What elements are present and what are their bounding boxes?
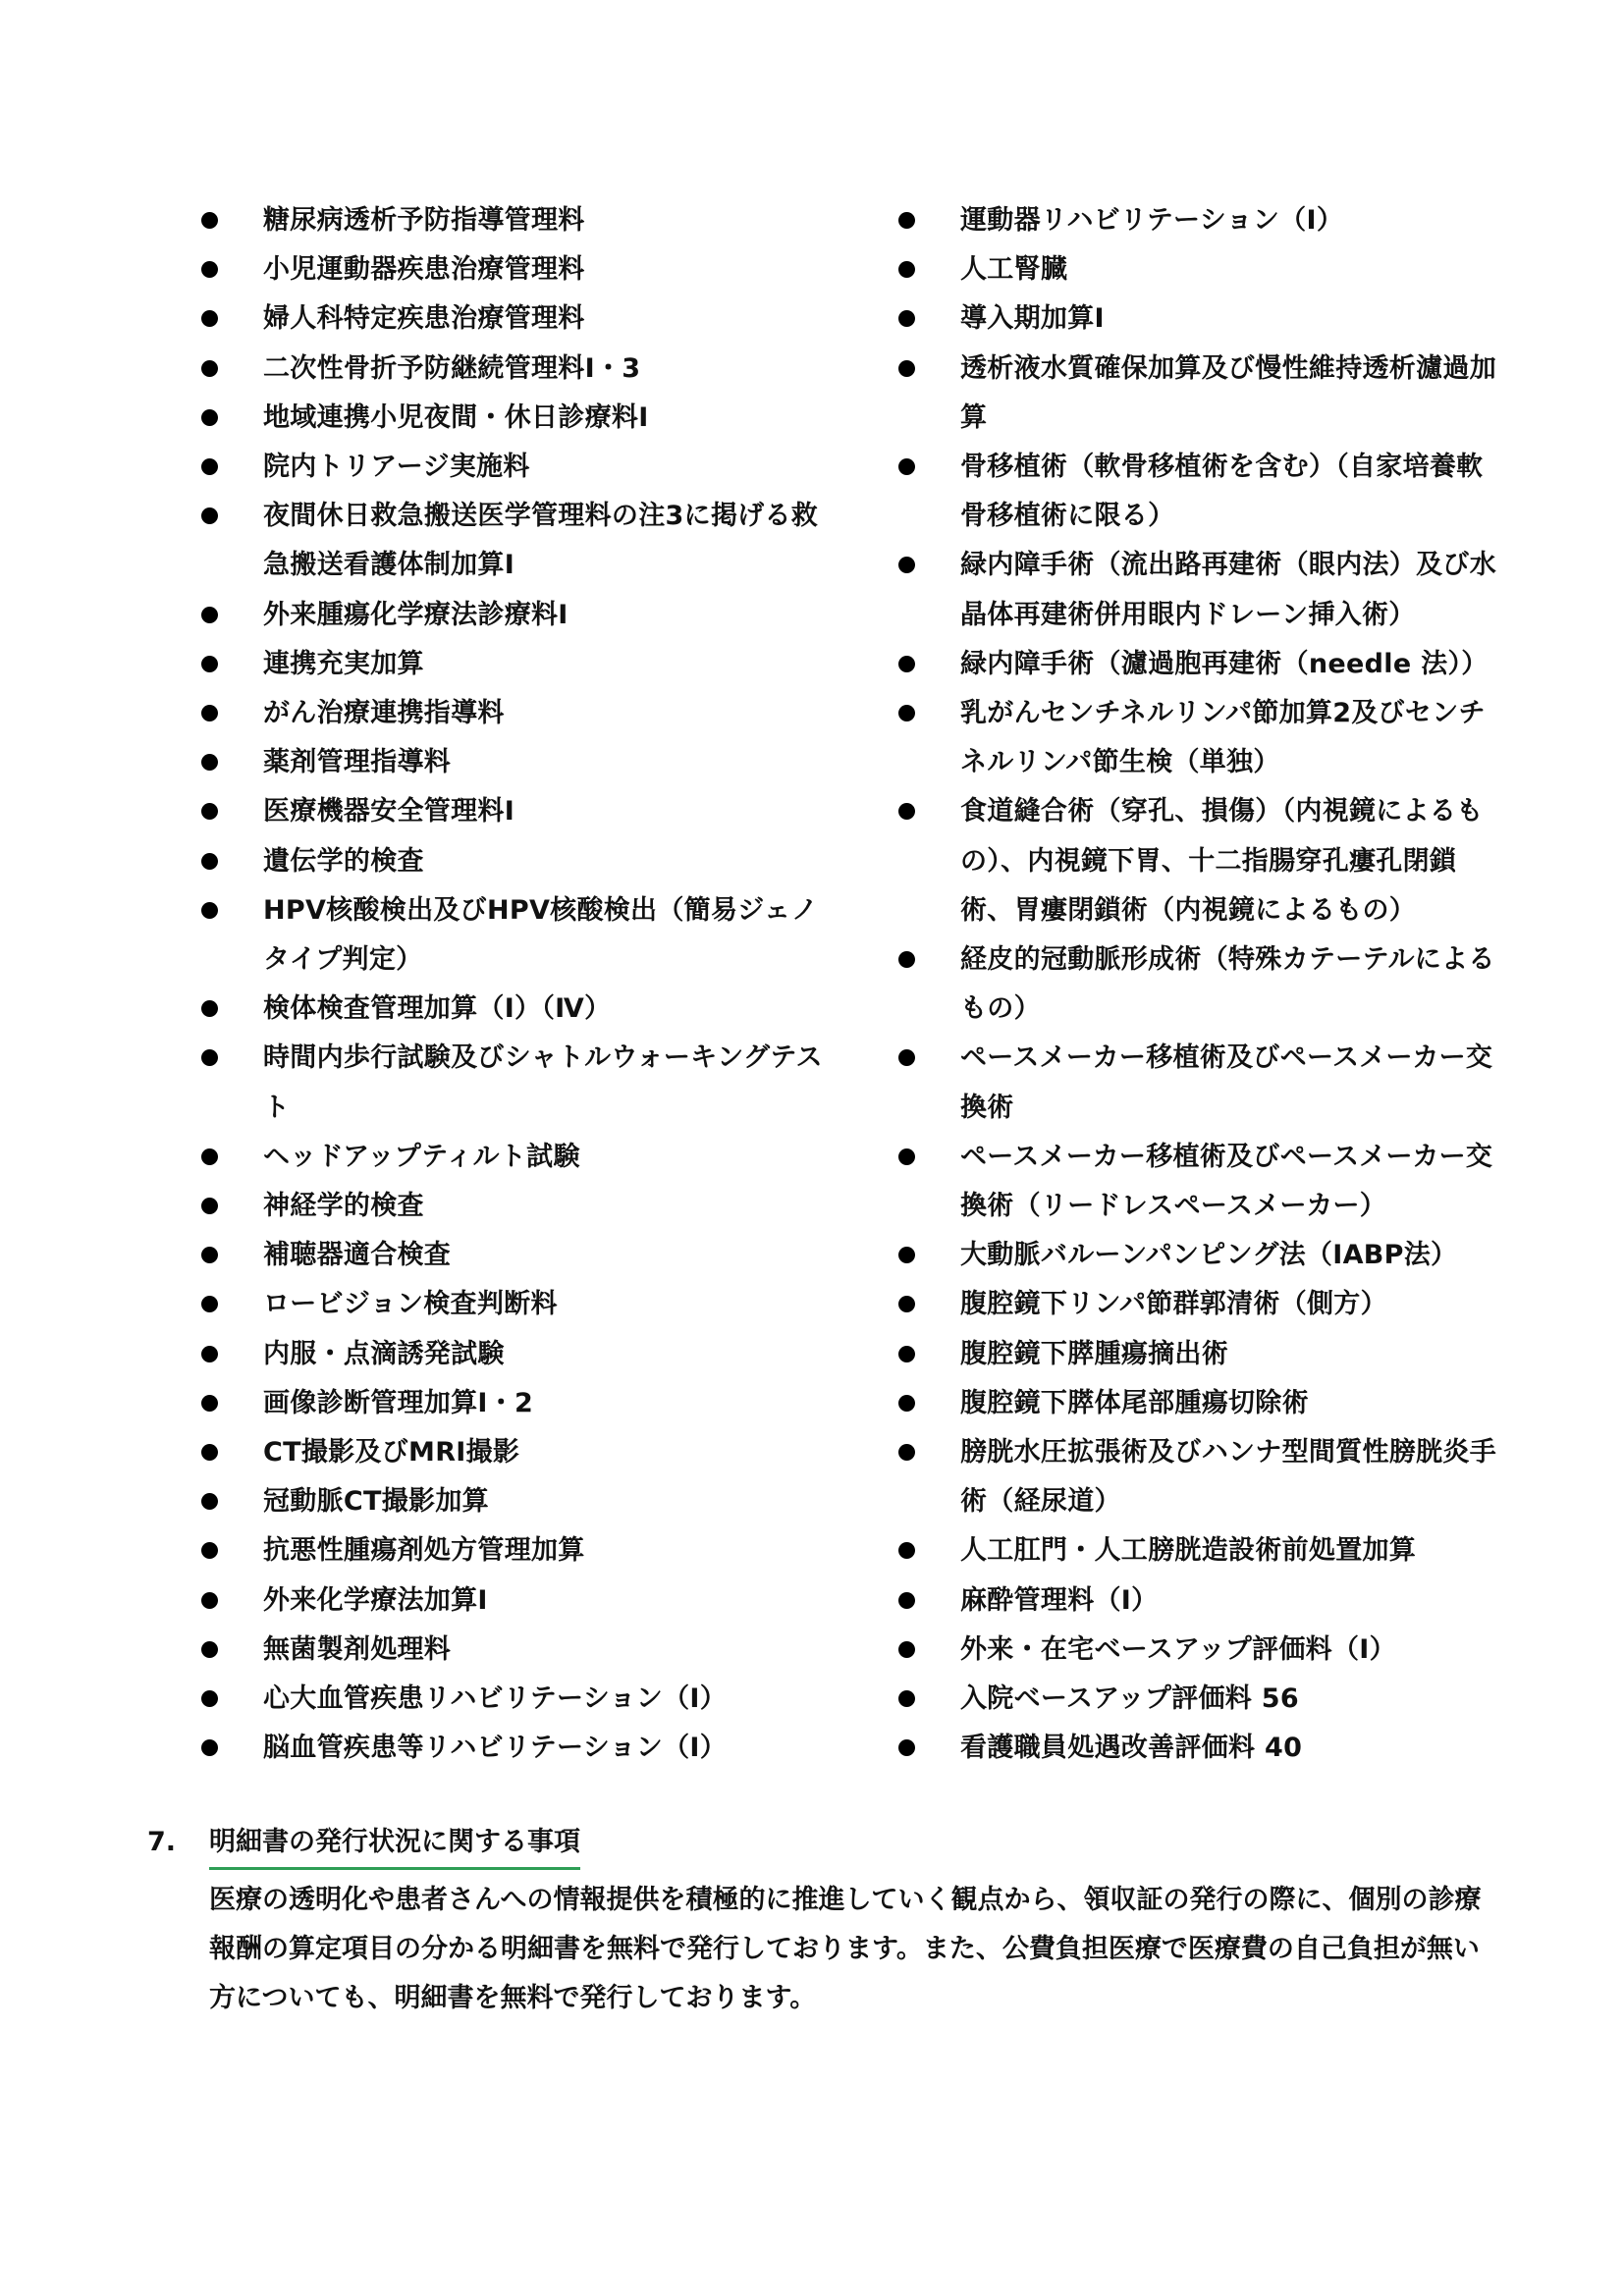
bullet-icon	[898, 803, 915, 820]
list-item-text: 補聴器適合検査	[263, 1240, 452, 1271]
bullet-icon	[201, 1690, 218, 1707]
list-item-text: 神経学的検査	[263, 1191, 424, 1222]
list-item-text: 透析液水質確保加算及び慢性維持透析濾過加算	[960, 352, 1496, 433]
list-item	[898, 1675, 1507, 1724]
section-7	[147, 1821, 1502, 2023]
list-item-text: 腹腔鏡下膵腫瘍摘出術	[960, 1338, 1228, 1369]
list-item-text: 人工肛門・人工膀胱造設術前処置加算	[960, 1535, 1417, 1567]
bullet-icon	[898, 1739, 915, 1756]
bullet-icon	[201, 360, 218, 377]
list-item	[898, 640, 1507, 689]
list-item-text: 脳血管疾患等リハビリテーション（Ⅰ）	[263, 1733, 728, 1764]
bullet-icon	[201, 1148, 218, 1165]
bullet-icon	[898, 1148, 915, 1165]
list-item	[201, 985, 830, 1034]
list-item-text: 二次性骨折予防継続管理料Ⅰ・3	[263, 352, 641, 384]
bullet-icon	[201, 1049, 218, 1066]
list-item	[898, 443, 1507, 541]
list-item	[898, 1576, 1507, 1626]
list-item	[898, 1034, 1507, 1132]
bullet-icon	[201, 1641, 218, 1658]
list-item	[201, 591, 830, 640]
bullet-icon	[898, 1641, 915, 1658]
bullet-icon	[201, 507, 218, 524]
bullet-icon	[898, 1592, 915, 1609]
list-item	[201, 345, 830, 394]
list-item-text: 導入期加算Ⅰ	[960, 303, 1105, 335]
list-item	[201, 196, 830, 245]
list-item-text: 腹腔鏡下リンパ節群郭清術（側方）	[960, 1289, 1387, 1320]
list-item-text: 外来・在宅ベースアップ評価料（Ⅰ）	[960, 1633, 1396, 1665]
bullet-icon	[201, 310, 218, 327]
bullet-icon	[898, 656, 915, 672]
section-heading	[147, 1821, 1502, 1870]
list-item	[201, 1133, 830, 1182]
list-item-text: 膀胱水圧拡張術及びハンナ型間質性膀胱炎手術（経尿道）	[960, 1437, 1496, 1518]
bullet-icon	[898, 1444, 915, 1461]
list-item-text: 内服・点滴誘発試験	[263, 1338, 505, 1369]
bullet-icon	[201, 1493, 218, 1510]
bullet-icon	[898, 1690, 915, 1707]
list-item	[201, 1182, 830, 1231]
list-item	[898, 1626, 1507, 1675]
bullet-icon	[898, 1296, 915, 1312]
list-item-text: 糖尿病透析予防指導管理料	[263, 205, 585, 236]
bullet-icon	[201, 803, 218, 820]
bullet-icon	[201, 212, 218, 229]
left-column	[201, 196, 830, 1774]
bullet-icon	[898, 1247, 915, 1263]
list-item	[201, 1280, 830, 1329]
list-item-text: 検体検査管理加算（Ⅰ）（Ⅳ）	[263, 993, 612, 1025]
list-item-text: 遺伝学的検査	[263, 845, 424, 877]
list-item	[201, 1477, 830, 1526]
bullet-icon	[898, 1346, 915, 1362]
list-item-text: 人工腎臓	[960, 254, 1068, 286]
list-item	[201, 1231, 830, 1280]
section-body	[209, 1876, 1502, 2023]
list-item	[201, 1330, 830, 1379]
list-item	[898, 245, 1507, 294]
bullet-icon	[898, 557, 915, 573]
bullet-icon	[898, 705, 915, 721]
list-item-text: 腹腔鏡下膵体尾部腫瘍切除術	[960, 1387, 1309, 1418]
list-item-text: 乳がんセンチネルリンパ節加算2及びセンチネルリンパ節生検（単独）	[960, 698, 1486, 778]
list-item	[898, 1133, 1507, 1231]
list-item	[898, 196, 1507, 245]
list-item	[898, 1526, 1507, 1575]
list-item-text: 緑内障手術（濾過胞再建術（needle 法））	[960, 648, 1489, 679]
bullet-icon	[898, 951, 915, 968]
bullet-icon	[201, 458, 218, 475]
list-item	[201, 492, 830, 590]
list-item-text: 婦人科特定疾患治療管理料	[263, 303, 585, 335]
bullet-icon	[898, 261, 915, 278]
bullet-icon	[898, 1395, 915, 1412]
list-item	[201, 787, 830, 836]
list-item	[898, 294, 1507, 344]
bullet-icon	[898, 212, 915, 229]
list-item-text: 経皮的冠動脈形成術（特殊カテーテルによるもの）	[960, 944, 1495, 1025]
list-item	[201, 1724, 830, 1773]
list-item-text: 骨移植術（軟骨移植術を含む）（自家培養軟骨移植術に限る）	[960, 452, 1484, 532]
section-title: 明細書の発行状況に関する事項	[209, 1821, 580, 1870]
list-item	[201, 394, 830, 443]
list-item	[201, 1675, 830, 1724]
list-item-text: 看護職員処遇改善評価料 40	[960, 1733, 1303, 1764]
list-item-text: ロービジョン検査判断料	[263, 1289, 558, 1320]
list-item	[201, 294, 830, 344]
list-item	[898, 787, 1507, 935]
list-item-text: 麻酔管理料（Ⅰ）	[960, 1584, 1159, 1616]
list-item-text: ペースメーカー移植術及びペースメーカー交換術（リードレスペースメーカー）	[960, 1141, 1493, 1222]
list-item-text: 外来化学療法加算Ⅰ	[263, 1584, 488, 1616]
list-item-text: 地域連携小児夜間・休日診療料Ⅰ	[263, 401, 649, 433]
list-item	[898, 1428, 1507, 1526]
list-item	[201, 1034, 830, 1132]
bullet-icon	[201, 754, 218, 771]
list-item-text: ペースメーカー移植術及びペースメーカー交換術	[960, 1042, 1493, 1123]
bullet-icon	[201, 261, 218, 278]
list-item	[898, 1724, 1507, 1773]
list-item-text: 緑内障手術（流出路再建術（眼内法）及び水晶体再建術併用眼内ドレーン挿入術）	[960, 550, 1496, 630]
list-item	[201, 640, 830, 689]
list-item	[201, 245, 830, 294]
list-item-text: 無菌製剤処理料	[263, 1633, 452, 1665]
list-item	[201, 738, 830, 787]
bullet-icon	[201, 409, 218, 426]
list-item-text: 外来腫瘍化学療法診療料Ⅰ	[263, 599, 568, 630]
list-item-text: ヘッドアップティルト試験	[263, 1141, 580, 1172]
list-item-text: 食道縫合術（穿孔、損傷）（内視鏡によるもの）、内視鏡下胃、十二指腸穿孔瘻孔閉鎖術、胃瘻閉鎖術（内視鏡によるもの）	[960, 796, 1484, 926]
list-item-text: 心大血管疾患リハビリテーション（Ⅰ）	[263, 1683, 728, 1715]
list-item-text: 画像診断管理加算Ⅰ・2	[263, 1387, 534, 1418]
bullet-icon	[201, 1444, 218, 1461]
bullet-icon	[201, 853, 218, 870]
list-item	[898, 541, 1507, 639]
list-item-text: 院内トリアージ実施料	[263, 452, 530, 483]
list-item-text: 薬剤管理指導料	[263, 747, 452, 778]
bullet-icon	[201, 705, 218, 721]
list-item	[201, 1526, 830, 1575]
list-item	[898, 1231, 1507, 1280]
bullet-icon	[898, 360, 915, 377]
list-item	[898, 689, 1507, 787]
list-item-text: 医療機器安全管理料Ⅰ	[263, 796, 515, 828]
list-item	[201, 1626, 830, 1675]
bullet-icon	[898, 310, 915, 327]
list-item-text: 夜間休日救急搬送医学管理料の注3に掲げる救急搬送看護体制加算Ⅰ	[263, 501, 819, 581]
list-item-text: 入院ベースアップ評価料 56	[960, 1683, 1299, 1715]
list-item	[898, 1330, 1507, 1379]
list-item-text: 時間内歩行試験及びシャトルウォーキングテスト	[263, 1042, 823, 1123]
list-item-text: 小児運動器疾患治療管理料	[263, 254, 585, 286]
right-item-list	[898, 196, 1507, 1774]
bullet-icon	[201, 656, 218, 672]
list-item	[201, 689, 830, 738]
list-item	[898, 935, 1507, 1034]
list-item	[898, 345, 1507, 443]
bullet-icon	[898, 1049, 915, 1066]
list-item	[201, 1576, 830, 1626]
list-item-text: 冠動脈CT撮影加算	[263, 1486, 489, 1518]
bullet-icon	[201, 1739, 218, 1756]
list-item-text: CT撮影及びMRI撮影	[263, 1437, 520, 1468]
bullet-icon	[201, 1592, 218, 1609]
bullet-icon	[201, 1296, 218, 1312]
list-item	[898, 1379, 1507, 1428]
bullet-icon	[201, 1346, 218, 1362]
bullet-icon	[898, 1542, 915, 1559]
bullet-icon	[201, 1542, 218, 1559]
list-item-text: 連携充実加算	[263, 648, 424, 679]
list-item	[201, 886, 830, 985]
list-item	[201, 443, 830, 492]
left-item-list	[201, 196, 830, 1774]
list-item	[201, 1428, 830, 1477]
bullet-icon	[201, 1198, 218, 1214]
section-number: 7.	[147, 1827, 177, 1857]
section-paragraph: 医療の透明化や患者さんへの情報提供を積極的に推進していく観点から、領収証の発行の際に、個別の診療報酬の算定項目の分かる明細書を無料で発行しております。また、公費負担医療で医療費の自己負担が無い方についても、明細書を無料で発行しております。	[209, 1885, 1482, 2013]
list-item-text: 抗悪性腫瘍剤処方管理加算	[263, 1535, 585, 1567]
bullet-icon	[898, 458, 915, 475]
bullet-icon	[201, 902, 218, 919]
list-item-text: がん治療連携指導料	[263, 698, 505, 729]
bullet-icon	[201, 1247, 218, 1263]
list-item	[201, 1379, 830, 1428]
bullet-icon	[201, 607, 218, 623]
list-item	[898, 1280, 1507, 1329]
bullet-icon	[201, 1000, 218, 1017]
list-item-text: 大動脈バルーンパンピング法（IABP法）	[960, 1240, 1458, 1271]
list-item-text: HPV核酸検出及びHPV核酸検出（簡易ジェノタイプ判定）	[263, 894, 819, 976]
list-item-text: 運動器リハビリテーション（Ⅰ）	[960, 205, 1344, 236]
list-item	[201, 837, 830, 886]
right-column	[898, 196, 1507, 1774]
bullet-icon	[201, 1395, 218, 1412]
